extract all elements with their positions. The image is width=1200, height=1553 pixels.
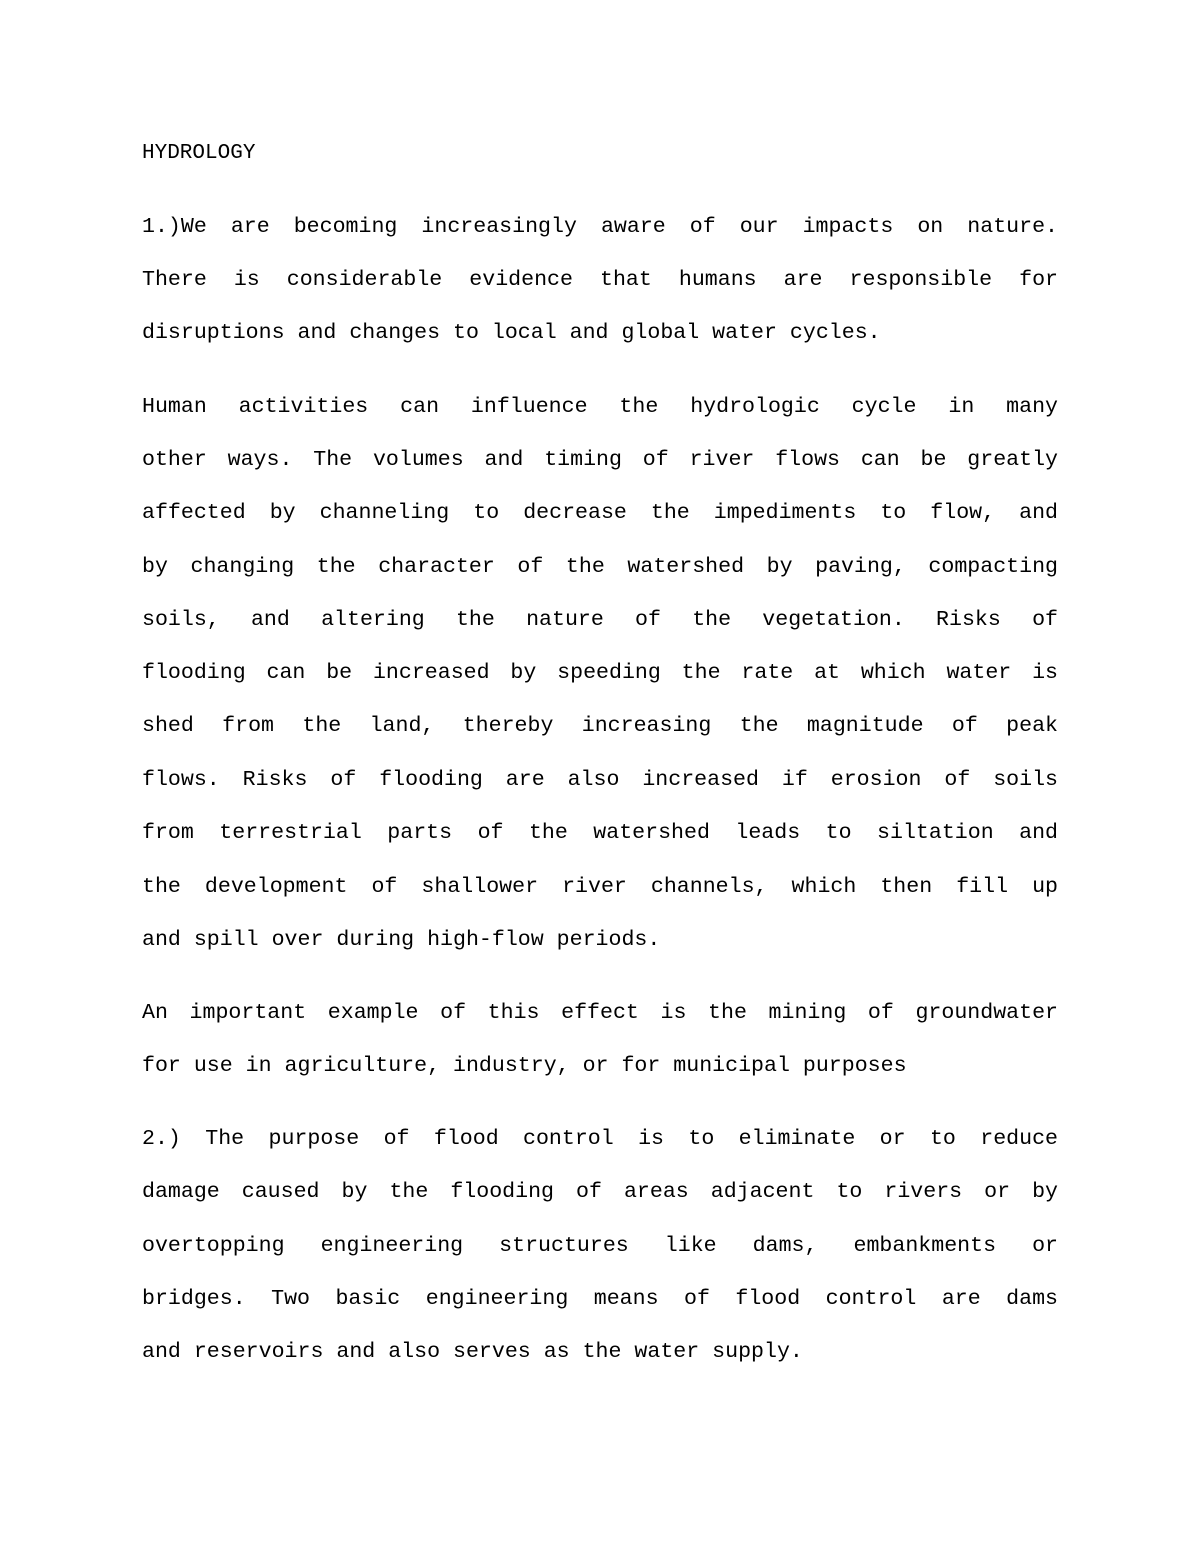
paragraph-2-line-11: and spill over during high-flow periods. (142, 928, 661, 952)
paragraph-1-line-2: There is considerable evidence that humans are responsible for (142, 268, 1058, 292)
document-title: HYDROLOGY (142, 142, 256, 165)
paragraph-4-line-5: and reservoirs and also serves as the water supply. (142, 1340, 803, 1364)
paragraph-1-line-1: 1.)We are becoming increasingly aware of our impacts on nature. (142, 215, 1058, 239)
paragraph-4-line-2: damage caused by the flooding of areas adjacent to rivers or by (142, 1180, 1058, 1204)
paragraph-2-line-9: from terrestrial parts of the watershed leads to siltation and (142, 821, 1058, 845)
paragraph-2-line-2: other ways. The volumes and timing of river flows can be greatly (142, 448, 1058, 472)
paragraph-2-line-1: Human activities can influence the hydrologic cycle in many (142, 395, 1058, 419)
paragraph-2-line-3: affected by channeling to decrease the impediments to flow, and (142, 501, 1058, 525)
paragraph-2-line-7: shed from the land, thereby increasing the magnitude of peak (142, 714, 1058, 738)
paragraph-2-line-4: by changing the character of the watershed by paving, compacting (142, 555, 1058, 579)
paragraph-2-line-10: the development of shallower river channels, which then fill up (142, 875, 1058, 899)
paragraph-2-line-8: flows. Risks of flooding are also increased if erosion of soils (142, 768, 1058, 792)
paragraph-1-line-3: disruptions and changes to local and global water cycles. (142, 321, 881, 345)
paragraph-3-line-2: for use in agriculture, industry, or for municipal purposes (142, 1054, 907, 1078)
paragraph-4-line-1: 2.) The purpose of flood control is to eliminate or to reduce (142, 1127, 1058, 1151)
paragraph-4-line-4: bridges. Two basic engineering means of flood control are dams (142, 1287, 1058, 1311)
paragraph-2-line-5: soils, and altering the nature of the vegetation. Risks of (142, 608, 1058, 632)
paragraph-2-line-6: flooding can be increased by speeding the rate at which water is (142, 661, 1058, 685)
paragraph-4-line-3: overtopping engineering structures like dams, embankments or (142, 1234, 1058, 1258)
paragraph-3-line-1: An important example of this effect is the mining of groundwater (142, 1001, 1058, 1025)
